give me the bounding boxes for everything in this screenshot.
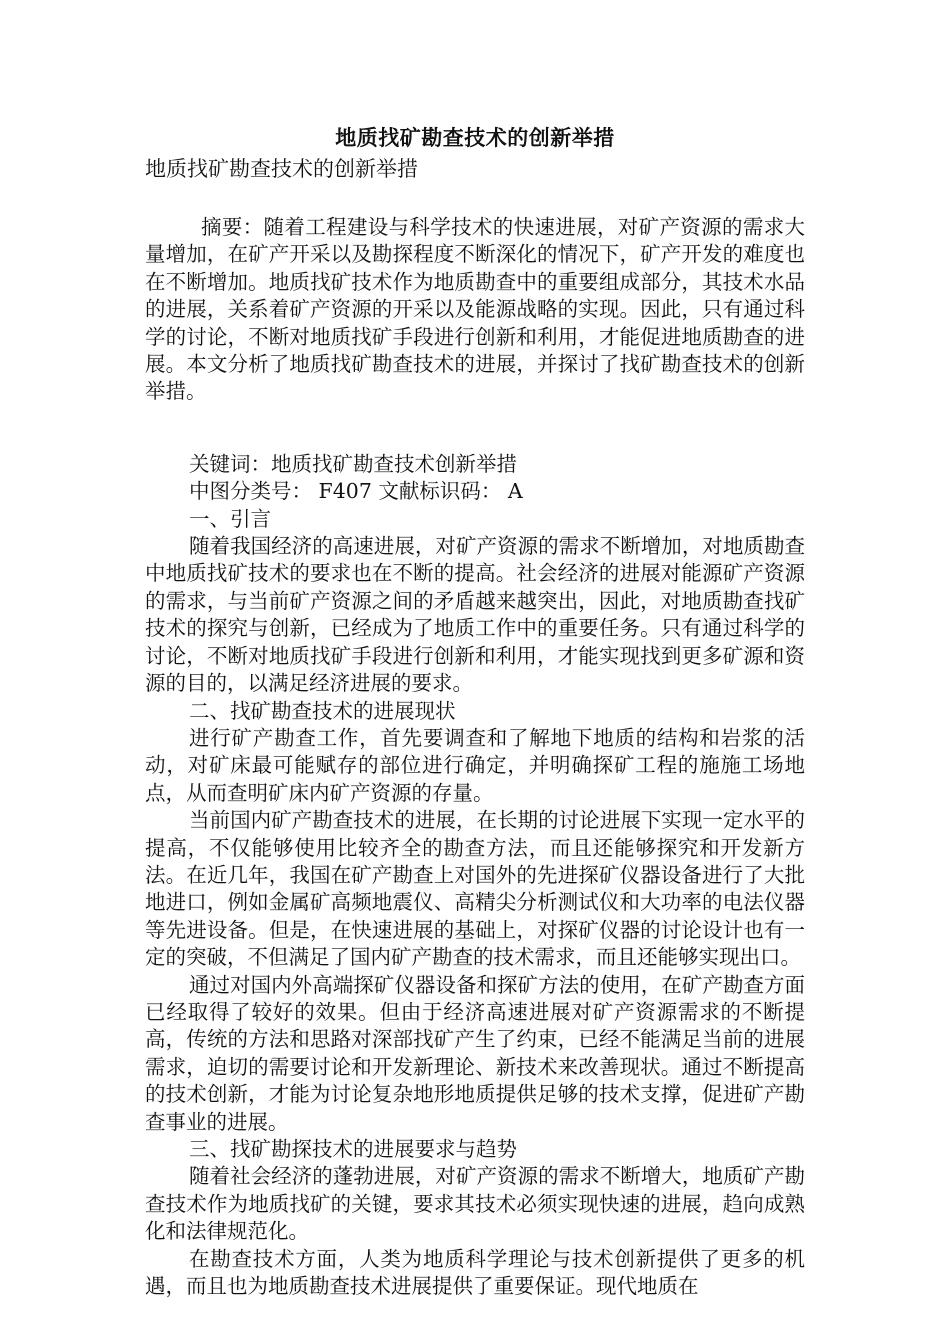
section-heading-status: 二、找矿勘查技术的进展现状 [189,698,456,723]
body-paragraph: 当前国内矿产勘查技术的进展，在长期的讨论进展下实现一定水平的提高，不仅能够使用比较齐全的勘查方法，而且还能够探究和开发新方法。在近几年，我国在矿产勘查上对国外的先进探矿仪器设备进行了大批地进口，例如金属矿高频地震仪、高精尖分析测试仪和大功率的电法仪器等先进设备。但是，在快速进展的基础上，对探矿仪器的讨论设计也有一定的突破，不但满足了国内矿产勘查的技术需求，而且还能够实现出口。 [145,808,805,970]
section-heading-trends: 三、找矿勘探技术的进展要求与趋势 [189,1137,517,1161]
body-paragraph: 在勘查技术方面，人类为地质科学理论与技术创新提供了更多的机遇，而且也为地质勘查技术进展提供了重要保证。现代地质在 [145,1246,805,1299]
document-title: 地质找矿勘查技术的创新举措 [335,125,615,150]
classification-line: 中图分类号： F407 文献标识码： A [189,479,523,504]
document-subtitle: 地质找矿勘查技术的创新举措 [145,157,418,181]
spacer [145,433,805,451]
abstract-paragraph: 摘要：随着工程建设与科学技术的快速进展，对矿产资源的需求大量增加，在矿产开采以及勘探程度不断深化的情况下，矿产开发的难度也在不断增加。地质找矿技术作为地质勘查中的重要组成部分，其技术水品的进展，关系着矿产资源的开采以及能源战略的实现。因此，只有通过科学的讨论，不断对地质找矿手段进行创新和利用，才能促进地质勘查的进展。本文分析了地质找矿勘查技术的进展，并探讨了找矿勘查技术的创新举措。 [145,215,805,404]
body-paragraph: 随着我国经济的高速进展，对矿产资源的需求不断增加，对地质勘查中地质找矿技术的要求也在不断的提高。社会经济的进展对能源矿产资源的需求，与当前矿产资源之间的矛盾越来越突出，因此，对地质勘查找矿技术的探究与创新，已经成为了地质工作中的重要任务。只有通过科学的讨论，不断对地质找矿手段进行创新和利用，才能实现找到更多矿源和资源的目的，以满足经济进展的要求。 [145,534,805,696]
section-heading-introduction: 一、引言 [189,506,271,531]
body-paragraph: 通过对国内外高端探矿仪器设备和探矿方法的使用，在矿产勘查方面已经取得了较好的效果。但由于经济高速进展对矿产资源需求的不断提高，传统的方法和思路对深部找矿产生了约束，已经不能满足当前的进展需求，迫切的需要讨论和开发新理论、新技术来改善现状。通过不断提高的技术创新，才能为讨论复杂地形地质提供足够的技术支撑，促进矿产勘查事业的进展。 [145,972,805,1134]
body-paragraph: 进行矿产勘查工作，首先要调查和了解地下地质的结构和岩浆的活动，对矿床最可能赋存的部位进行确定，并明确探矿工程的施施工场地点，从而查明矿床内矿产资源的存量。 [145,725,805,805]
document-page [145,122,805,1300]
body-paragraph: 随着社会经济的蓬勃进展，对矿产资源的需求不断增大，地质矿产勘查技术作为地质找矿的关键，要求其技术必须实现快速的进展，趋向成熟化和法律规范化。 [145,1164,805,1244]
keywords-line: 关键词：地质找矿勘查技术创新举措 [189,451,517,476]
